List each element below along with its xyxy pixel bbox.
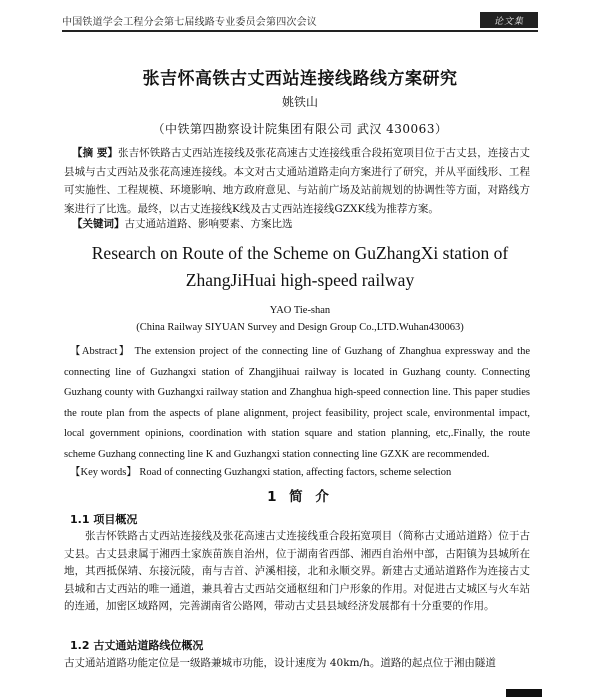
proceedings-logo: 论文集 — [480, 12, 538, 28]
keywords-zh-label: 【关键词】 — [72, 218, 125, 230]
abstract-zh — [64, 144, 530, 218]
author-zh: 姚铁山 — [281, 95, 318, 109]
keywords-zh — [72, 216, 530, 231]
affiliation-en: (China Railway SIYUAN Survey and Design Group Co.,LTD.Wuhan430063) — [136, 322, 464, 333]
keywords-en-label: 【Key words】 — [70, 467, 137, 478]
title-en-line2: ZhangJiHuai high-speed railway — [185, 270, 415, 290]
subsection-body-1-2: 古丈通站道路功能定位是一级路兼城市功能，设计速度为 40km/h。道路的起点位于湘由隧道 — [64, 657, 496, 669]
paper-title-en — [40, 240, 560, 294]
keywords-zh-text: 古丈通站道路、影响要素、方案比选 — [124, 218, 293, 230]
keywords-en-text: Road of connecting Guzhangxi station, affecting factors, scheme selection — [139, 467, 452, 478]
page-corner-mark — [506, 689, 542, 697]
abstract-zh-label: 【摘 要】 — [72, 147, 118, 159]
paper-title-zh: 张吉怀高铁古丈西站连接线路线方案研究 — [142, 69, 458, 89]
author-en: YAO Tie-shan — [269, 305, 331, 316]
running-header — [62, 8, 538, 32]
keywords-en — [70, 464, 530, 479]
affiliation-zh: （中铁第四勘察设计院集团有限公司 武汉 430063） — [152, 122, 448, 136]
abstract-en-label: 【Abstract】 — [70, 346, 131, 357]
abstract-en-text: The extension project of the connecting line of Guzhang of Zhanghua expressway and the connecting line of Guzhangxi station of Zhangjihuai railway is located in Guzhang county. Connecting Guzhang county with Guzhangxi railway station and Zhanghua high-speed connection line. This paper studies the route plan from the aspects of plane alignment, project feasibility, project scale, environmental impact, local government opinions, coordination with station square and station planning, etc,.Finally, the route scheme Guzhang connecting line K and Guzhangxi station connecting line GZXK are recommended. — [64, 346, 530, 460]
subsection-body-1-1: 张吉怀铁路古丈西站连接线及张花高速古丈连接线重合段拓宽项目（简称古丈通站道路）位于古丈县。古丈县隶属于湘西土家族苗族自治州，位于湖南省西部、湘西自治州中部，古阳镇为县城所在地，其西抵保靖、东接沅陵，南与吉首、泸溪相接，北和永顺交界。新建古丈通站道路作为连接古丈县城和古丈西站的唯一通道，兼具着古丈西站交通枢纽和门户形象的作用。对促进古丈城区与火车站的连通，加密区域路网，完善湖南省公路网，带动古丈县县域经济发展都有十分重要的作用。 — [64, 530, 530, 613]
abstract-zh-text: 张吉怀铁路古丈西站连接线及张花高速古丈连接线重合段拓宽项目位于古丈县，连接古丈县城与古丈西站及张花高速连接线。本文对古丈通站道路走向方案进行了研究，并从平面线形、工程可实施性、工程规模、环境影响、地方政府意见、与站前广场及站前规划的协调性等方面，对路线方案进行了比选。最终，以古丈连接线K线及古丈西站连接线GZXK线为推荐方案。 — [64, 147, 531, 215]
subsection-heading-1-2: 1.2 古丈通站道路线位概况 — [70, 639, 204, 652]
running-title: 中国铁道学会工程分会第七届线路专业委员会第四次会议 — [62, 17, 317, 28]
section-heading: 1 简 介 — [267, 489, 333, 505]
abstract-en — [64, 342, 530, 465]
subsection-heading-1-1: 1.1 项目概况 — [70, 513, 138, 526]
title-en-line1: Research on Route of the Scheme on GuZhangXi station of — [91, 243, 509, 263]
